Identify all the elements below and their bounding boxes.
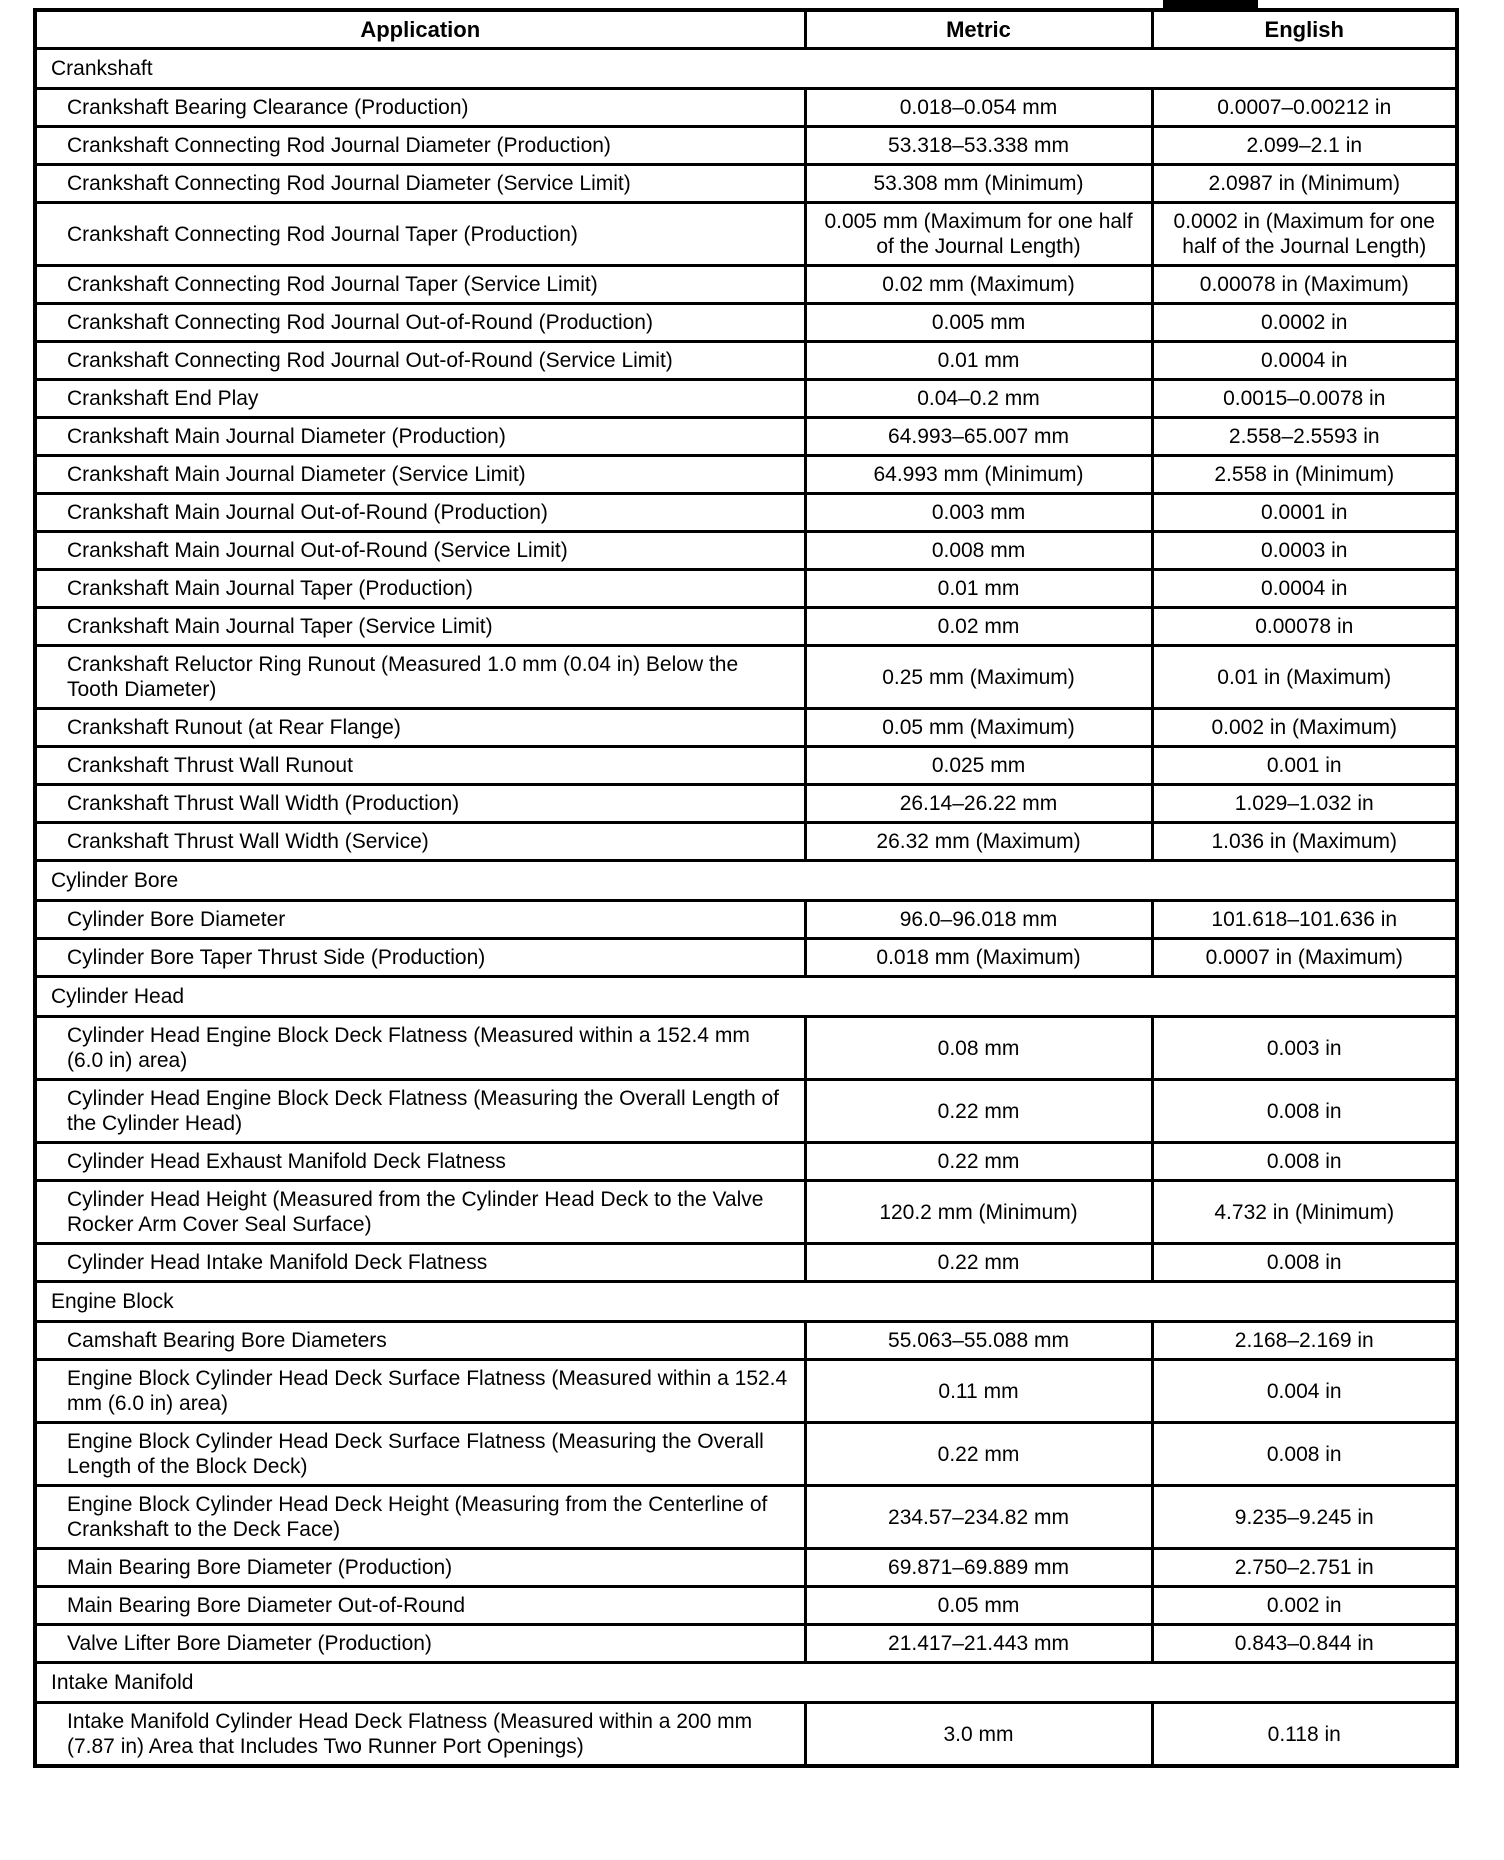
spec-row xyxy=(35,1360,1457,1423)
english-cell: 0.0001 in xyxy=(1152,494,1457,532)
section-title: Cylinder Bore xyxy=(35,861,1457,901)
metric-cell: 0.22 mm xyxy=(805,1423,1152,1486)
application-cell: Crankshaft Connecting Rod Journal Diameter (Production) xyxy=(35,127,805,165)
spec-row xyxy=(35,747,1457,785)
metric-cell: 0.025 mm xyxy=(805,747,1152,785)
metric-cell: 0.22 mm xyxy=(805,1244,1152,1282)
english-cell: 0.0002 in (Maximum for one half of the Journal Length) xyxy=(1152,203,1457,266)
application-cell: Crankshaft Thrust Wall Width (Service) xyxy=(35,823,805,861)
metric-cell: 0.25 mm (Maximum) xyxy=(805,646,1152,709)
spec-row xyxy=(35,570,1457,608)
column-header-metric: Metric xyxy=(805,10,1152,49)
metric-cell: 0.11 mm xyxy=(805,1360,1152,1423)
section-row xyxy=(35,977,1457,1017)
application-cell: Crankshaft Connecting Rod Journal Out-of-Round (Production) xyxy=(35,304,805,342)
metric-cell: 0.005 mm (Maximum for one half of the Journal Length) xyxy=(805,203,1152,266)
application-cell: Engine Block Cylinder Head Deck Surface Flatness (Measured within a 152.4 mm (6.0 in) area) xyxy=(35,1360,805,1423)
application-cell: Crankshaft Reluctor Ring Runout (Measured 1.0 mm (0.04 in) Below the Tooth Diameter) xyxy=(35,646,805,709)
english-cell: 9.235–9.245 in xyxy=(1152,1486,1457,1549)
metric-cell: 0.01 mm xyxy=(805,570,1152,608)
application-cell: Cylinder Bore Diameter xyxy=(35,901,805,939)
application-cell: Main Bearing Bore Diameter Out-of-Round xyxy=(35,1587,805,1625)
english-cell: 0.003 in xyxy=(1152,1017,1457,1080)
application-cell: Crankshaft Main Journal Taper (Production) xyxy=(35,570,805,608)
spec-row xyxy=(35,1625,1457,1663)
metric-cell: 21.417–21.443 mm xyxy=(805,1625,1152,1663)
metric-cell: 0.05 mm xyxy=(805,1587,1152,1625)
spec-row xyxy=(35,1322,1457,1360)
application-cell: Crankshaft Connecting Rod Journal Taper (Service Limit) xyxy=(35,266,805,304)
spec-row xyxy=(35,1080,1457,1143)
spec-row xyxy=(35,608,1457,646)
application-cell: Crankshaft Connecting Rod Journal Out-of-Round (Service Limit) xyxy=(35,342,805,380)
application-cell: Cylinder Head Intake Manifold Deck Flatness xyxy=(35,1244,805,1282)
spec-row xyxy=(35,1703,1457,1767)
spec-row xyxy=(35,418,1457,456)
column-header-english: English xyxy=(1152,10,1457,49)
english-cell: 101.618–101.636 in xyxy=(1152,901,1457,939)
english-cell: 0.002 in (Maximum) xyxy=(1152,709,1457,747)
metric-cell: 0.005 mm xyxy=(805,304,1152,342)
english-cell: 0.008 in xyxy=(1152,1244,1457,1282)
section-title: Engine Block xyxy=(35,1282,1457,1322)
metric-cell: 64.993–65.007 mm xyxy=(805,418,1152,456)
metric-cell: 0.003 mm xyxy=(805,494,1152,532)
english-cell: 0.0002 in xyxy=(1152,304,1457,342)
application-cell: Crankshaft Thrust Wall Runout xyxy=(35,747,805,785)
metric-cell: 3.0 mm xyxy=(805,1703,1152,1767)
spec-row xyxy=(35,494,1457,532)
application-cell: Crankshaft Main Journal Out-of-Round (Service Limit) xyxy=(35,532,805,570)
english-cell: 0.008 in xyxy=(1152,1080,1457,1143)
metric-cell: 0.22 mm xyxy=(805,1080,1152,1143)
application-cell: Cylinder Head Engine Block Deck Flatness (Measured within a 152.4 mm (6.0 in) area) xyxy=(35,1017,805,1080)
spec-row xyxy=(35,380,1457,418)
metric-cell: 0.22 mm xyxy=(805,1143,1152,1181)
spec-row xyxy=(35,203,1457,266)
application-cell: Valve Lifter Bore Diameter (Production) xyxy=(35,1625,805,1663)
application-cell: Crankshaft Bearing Clearance (Production) xyxy=(35,89,805,127)
spec-row xyxy=(35,646,1457,709)
spec-row xyxy=(35,342,1457,380)
section-row xyxy=(35,1282,1457,1322)
application-cell: Cylinder Bore Taper Thrust Side (Production) xyxy=(35,939,805,977)
column-header-application: Application xyxy=(35,10,805,49)
english-cell: 0.00078 in (Maximum) xyxy=(1152,266,1457,304)
english-cell: 0.0015–0.0078 in xyxy=(1152,380,1457,418)
section-title: Intake Manifold xyxy=(35,1663,1457,1703)
spec-row xyxy=(35,785,1457,823)
spec-row xyxy=(35,1143,1457,1181)
spec-row xyxy=(35,1017,1457,1080)
application-cell: Intake Manifold Cylinder Head Deck Flatness (Measured within a 200 mm (7.87 in) Area that Includes Two Runner Port Openings) xyxy=(35,1703,805,1767)
english-cell: 0.0003 in xyxy=(1152,532,1457,570)
spec-row xyxy=(35,89,1457,127)
spec-row xyxy=(35,1486,1457,1549)
english-cell: 2.750–2.751 in xyxy=(1152,1549,1457,1587)
english-cell: 0.01 in (Maximum) xyxy=(1152,646,1457,709)
english-cell: 0.0007–0.00212 in xyxy=(1152,89,1457,127)
section-row xyxy=(35,1663,1457,1703)
application-cell: Engine Block Cylinder Head Deck Surface Flatness (Measuring the Overall Length of the Block Deck) xyxy=(35,1423,805,1486)
english-cell: 0.001 in xyxy=(1152,747,1457,785)
application-cell: Cylinder Head Exhaust Manifold Deck Flatness xyxy=(35,1143,805,1181)
spec-row xyxy=(35,1423,1457,1486)
english-cell: 2.558–2.5593 in xyxy=(1152,418,1457,456)
application-cell: Crankshaft Thrust Wall Width (Production) xyxy=(35,785,805,823)
metric-cell: 0.05 mm (Maximum) xyxy=(805,709,1152,747)
application-cell: Crankshaft Main Journal Diameter (Service Limit) xyxy=(35,456,805,494)
english-cell: 0.002 in xyxy=(1152,1587,1457,1625)
spec-row xyxy=(35,823,1457,861)
english-cell: 0.118 in xyxy=(1152,1703,1457,1767)
english-cell: 2.558 in (Minimum) xyxy=(1152,456,1457,494)
table-header-row xyxy=(35,10,1457,49)
english-cell: 2.0987 in (Minimum) xyxy=(1152,165,1457,203)
spec-row xyxy=(35,165,1457,203)
spec-row xyxy=(35,127,1457,165)
metric-cell: 0.008 mm xyxy=(805,532,1152,570)
metric-cell: 0.018–0.054 mm xyxy=(805,89,1152,127)
section-title: Cylinder Head xyxy=(35,977,1457,1017)
spec-row xyxy=(35,304,1457,342)
english-cell: 0.0007 in (Maximum) xyxy=(1152,939,1457,977)
section-title: Crankshaft xyxy=(35,49,1457,89)
spec-row xyxy=(35,266,1457,304)
english-cell: 0.0004 in xyxy=(1152,570,1457,608)
english-cell: 1.029–1.032 in xyxy=(1152,785,1457,823)
application-cell: Cylinder Head Engine Block Deck Flatness (Measuring the Overall Length of the Cylinder Head) xyxy=(35,1080,805,1143)
english-cell: 4.732 in (Minimum) xyxy=(1152,1181,1457,1244)
application-cell: Crankshaft Connecting Rod Journal Taper (Production) xyxy=(35,203,805,266)
application-cell: Crankshaft Main Journal Taper (Service Limit) xyxy=(35,608,805,646)
english-cell: 2.099–2.1 in xyxy=(1152,127,1457,165)
english-cell: 0.008 in xyxy=(1152,1143,1457,1181)
english-cell: 1.036 in (Maximum) xyxy=(1152,823,1457,861)
metric-cell: 0.02 mm (Maximum) xyxy=(805,266,1152,304)
metric-cell: 96.0–96.018 mm xyxy=(805,901,1152,939)
english-cell: 0.0004 in xyxy=(1152,342,1457,380)
spec-row xyxy=(35,1181,1457,1244)
metric-cell: 53.308 mm (Minimum) xyxy=(805,165,1152,203)
application-cell: Crankshaft Main Journal Out-of-Round (Production) xyxy=(35,494,805,532)
section-row xyxy=(35,49,1457,89)
metric-cell: 0.02 mm xyxy=(805,608,1152,646)
english-cell: 0.008 in xyxy=(1152,1423,1457,1486)
english-cell: 0.004 in xyxy=(1152,1360,1457,1423)
metric-cell: 120.2 mm (Minimum) xyxy=(805,1181,1152,1244)
application-cell: Crankshaft End Play xyxy=(35,380,805,418)
english-cell: 0.843–0.844 in xyxy=(1152,1625,1457,1663)
section-row xyxy=(35,861,1457,901)
application-cell: Main Bearing Bore Diameter (Production) xyxy=(35,1549,805,1587)
spec-row xyxy=(35,1244,1457,1282)
metric-cell: 69.871–69.889 mm xyxy=(805,1549,1152,1587)
english-cell: 0.00078 in xyxy=(1152,608,1457,646)
application-cell: Cylinder Head Height (Measured from the Cylinder Head Deck to the Valve Rocker Arm Cover Seal Surface) xyxy=(35,1181,805,1244)
spec-row xyxy=(35,532,1457,570)
metric-cell: 0.01 mm xyxy=(805,342,1152,380)
spec-row xyxy=(35,901,1457,939)
metric-cell: 234.57–234.82 mm xyxy=(805,1486,1152,1549)
spec-row xyxy=(35,939,1457,977)
application-cell: Camshaft Bearing Bore Diameters xyxy=(35,1322,805,1360)
application-cell: Crankshaft Connecting Rod Journal Diameter (Service Limit) xyxy=(35,165,805,203)
metric-cell: 0.08 mm xyxy=(805,1017,1152,1080)
spec-row xyxy=(35,709,1457,747)
application-cell: Crankshaft Main Journal Diameter (Production) xyxy=(35,418,805,456)
metric-cell: 26.14–26.22 mm xyxy=(805,785,1152,823)
metric-cell: 64.993 mm (Minimum) xyxy=(805,456,1152,494)
application-cell: Engine Block Cylinder Head Deck Height (Measuring from the Centerline of Crankshaft to the Deck Face) xyxy=(35,1486,805,1549)
metric-cell: 0.04–0.2 mm xyxy=(805,380,1152,418)
engine-mechanical-specifications-table xyxy=(33,8,1459,1768)
spec-row xyxy=(35,1587,1457,1625)
metric-cell: 55.063–55.088 mm xyxy=(805,1322,1152,1360)
metric-cell: 53.318–53.338 mm xyxy=(805,127,1152,165)
english-cell: 2.168–2.169 in xyxy=(1152,1322,1457,1360)
metric-cell: 26.32 mm (Maximum) xyxy=(805,823,1152,861)
spec-row xyxy=(35,456,1457,494)
spec-row xyxy=(35,1549,1457,1587)
application-cell: Crankshaft Runout (at Rear Flange) xyxy=(35,709,805,747)
metric-cell: 0.018 mm (Maximum) xyxy=(805,939,1152,977)
